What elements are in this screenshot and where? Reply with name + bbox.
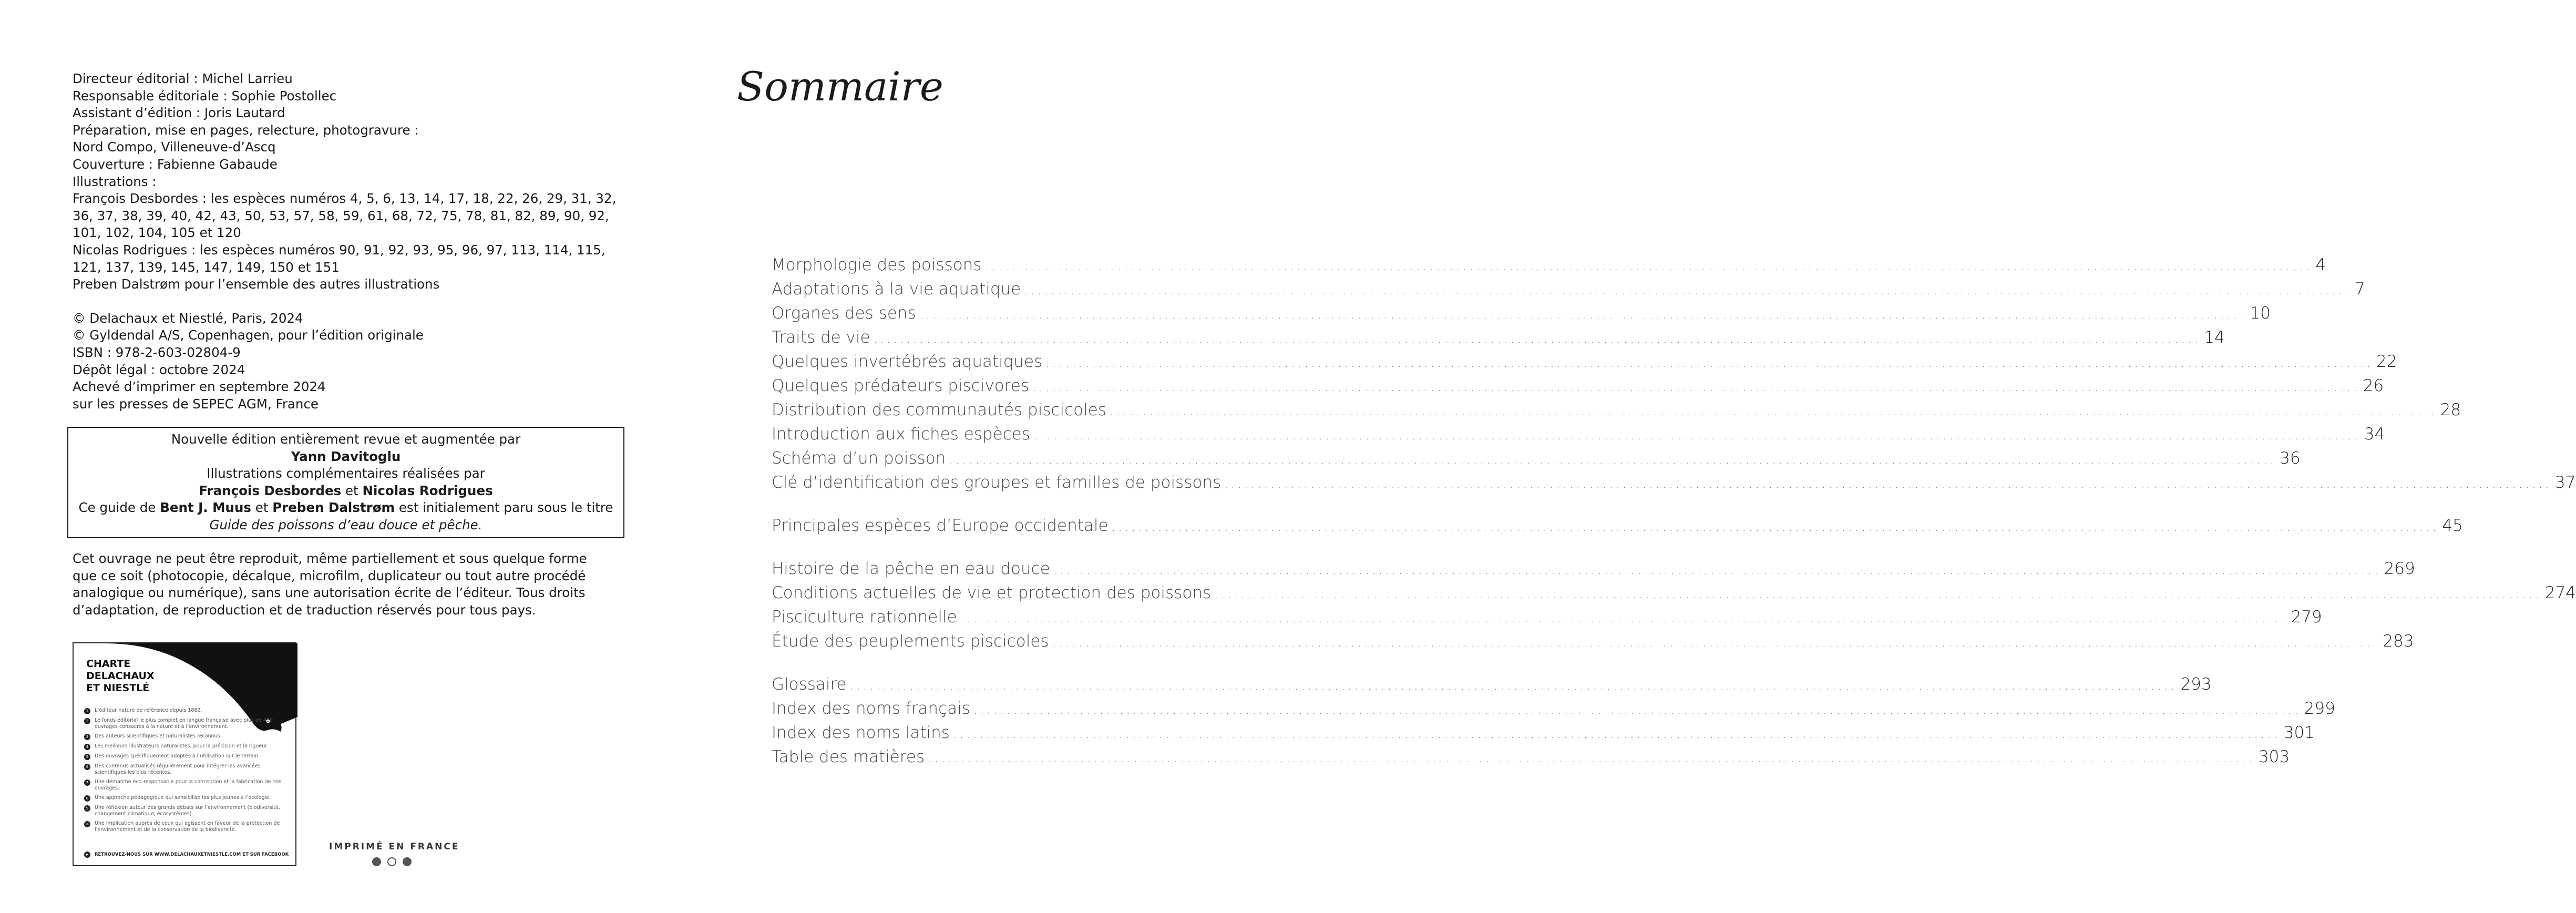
- leader-dots: ........................................................................................................................................................................................................: [984, 259, 2313, 273]
- toc-label: Principales espèces d’Europe occidentale: [772, 516, 1109, 535]
- charte-title-line: ET NIESTLÉ: [86, 682, 150, 694]
- leader-dots: ........................................................................................................................................................................................................: [1111, 519, 2439, 534]
- toc-entry[interactable]: [772, 516, 2463, 540]
- number-4-icon: 4: [84, 744, 90, 750]
- toc-entry[interactable]: [772, 304, 2271, 328]
- toc-group-3: [772, 559, 2576, 656]
- illustrator-name: Nicolas Rodrigues: [362, 483, 493, 498]
- leader-dots: ........................................................................................................................................................................................................: [1032, 379, 2360, 394]
- conjunction: et: [345, 483, 358, 498]
- toc-page: 274: [2544, 583, 2576, 602]
- leader-dots: ........................................................................................................................................................................................................: [1052, 635, 2380, 650]
- toc-page: 26: [2363, 376, 2384, 395]
- toc-entry[interactable]: [772, 449, 2301, 473]
- legal-deposit: Dépôt légal : octobre 2024: [73, 362, 245, 377]
- printer: sur les presses de SEPEC AGM, France: [73, 396, 319, 412]
- conjunction: et: [255, 500, 269, 516]
- charte-item-text: Une approche pédagogique qui sensibilise les plus jeunes à l’écologie.: [95, 795, 271, 801]
- credit-line: Nord Compo, Villeneuve-d’Ascq: [73, 139, 276, 155]
- number-9-icon: 9: [84, 805, 90, 812]
- charte-item-text: Le fonds éditorial le plus complet en langue française avec plus de 450 ouvrages consacrés à la nature et à l’environnement.: [95, 717, 273, 730]
- toc-page: 22: [2376, 352, 2397, 371]
- original-title: Guide des poissons d’eau douce et pêche.: [209, 517, 483, 532]
- toc-page: 301: [2283, 723, 2315, 742]
- charte-item: [84, 733, 289, 740]
- toc-label: Quelques invertébrés aquatiques: [772, 352, 1043, 371]
- charte-item: [84, 743, 289, 750]
- number-5-icon: 5: [84, 754, 90, 760]
- charte-footer: [84, 852, 289, 858]
- charte-item-text: Des contenus actualisés régulièrement pour intégrer les avancées scientifiques les plus récentes.: [95, 763, 261, 775]
- leader-dots: ........................................................................................................................................................................................................: [973, 702, 2301, 717]
- charte-item-text: Des auteurs scientifiques et naturalistes reconnus.: [95, 733, 222, 739]
- edition-box: [67, 427, 624, 538]
- toc-page: 293: [2180, 675, 2212, 694]
- charte-item: [84, 795, 289, 802]
- author-name: Preben Dalstrøm: [272, 500, 395, 516]
- toc-label: Introduction aux fiches espèces: [772, 425, 1030, 444]
- toc-label: Clé d’identification des groupes et familles de poissons: [772, 473, 1222, 492]
- rights-notice: [73, 550, 630, 619]
- charte-badge: [73, 642, 296, 866]
- toc-entry[interactable]: [772, 280, 2365, 304]
- rights-line: d’adaptation, de reproduction et de traduction réservés pour tous pays.: [73, 602, 536, 618]
- leader-dots: ........................................................................................................................................................................................................: [960, 611, 2288, 625]
- toc-page: 14: [2204, 328, 2225, 347]
- charte-item: [84, 707, 289, 714]
- charte-item: [84, 763, 289, 776]
- credit-line: 121, 137, 139, 145, 147, 149, 150 et 151: [73, 259, 340, 275]
- toc-group-4: [772, 675, 2335, 772]
- toc-entry[interactable]: [772, 723, 2315, 747]
- charte-title: [86, 658, 155, 694]
- toc-label: Étude des peuplements piscicoles: [772, 632, 1049, 651]
- edition-line: Nouvelle édition entièrement revue et augmentée par: [171, 432, 521, 447]
- credit-line: Illustrations :: [73, 173, 157, 189]
- toc-label: Glossaire: [772, 675, 847, 694]
- toc-page: 28: [2440, 401, 2461, 419]
- credits-list: [73, 70, 630, 293]
- leader-dots: ........................................................................................................................................................................................................: [1033, 428, 2361, 443]
- credit-line: François Desbordes : les espèces numéros 4, 5, 6, 13, 14, 17, 18, 22, 26, 29, 31, 32,: [73, 191, 617, 207]
- toc-label: Index des noms latins: [772, 723, 950, 742]
- leader-dots: ........................................................................................................................................................................................................: [1045, 355, 2374, 370]
- toc-label: Table des matières: [772, 747, 925, 766]
- rights-line: Cet ouvrage ne peut être reproduit, même partiellement et sous quelque forme: [73, 551, 587, 566]
- toc-page: 279: [2291, 608, 2322, 627]
- credit-line: Préparation, mise en pages, relecture, photogravure :: [73, 122, 419, 138]
- leader-dots: ........................................................................................................................................................................................................: [952, 726, 2281, 741]
- toc-label: Conditions actuelles de vie et protection des poissons: [772, 583, 1212, 602]
- number-8-icon: 8: [84, 795, 90, 802]
- toc-label: Quelques prédateurs piscivores: [772, 376, 1029, 395]
- number-1-icon: 1: [84, 708, 90, 714]
- charte-item: [84, 805, 289, 817]
- toc-entry[interactable]: [772, 699, 2335, 723]
- edition-text: est initialement paru sous le titre: [398, 500, 613, 516]
- charte-item-text: Des ouvrages spécifiquement adaptés à l’utilisation sur le terrain.: [95, 753, 260, 759]
- toc-label: Histoire de la pêche en eau douce: [772, 559, 1050, 578]
- leader-dots: ........................................................................................................................................................................................................: [1224, 476, 2552, 491]
- credit-line: Nicolas Rodrigues : les espèces numéros 90, 91, 92, 93, 95, 96, 97, 113, 114, 115,: [73, 242, 605, 258]
- number-3-icon: 3: [84, 734, 90, 740]
- toc-entry[interactable]: [772, 352, 2397, 376]
- dot-empty-icon: [387, 857, 396, 866]
- toc-group-2: [772, 516, 2463, 540]
- toc-page: 269: [2384, 559, 2415, 578]
- rights-line: analogique ou numérique), sans une autorisation écrite de l’éditeur. Tous droits: [73, 585, 586, 601]
- toc-page: 37: [2554, 473, 2576, 492]
- leader-dots: ........................................................................................................................................................................................................: [1109, 404, 2437, 418]
- toc-page: 299: [2304, 699, 2335, 718]
- leader-dots: ........................................................................................................................................................................................................: [849, 678, 2178, 693]
- credit-line: Directeur éditorial : Michel Larrieu: [73, 71, 293, 86]
- credit-line: Preben Dalstrøm pour l’ensemble des autres illustrations: [73, 276, 440, 292]
- table-of-contents: [772, 255, 2576, 772]
- isbn: ISBN : 978-2-603-02804-9: [73, 344, 241, 360]
- credit-line: 101, 102, 104, 105 et 120: [73, 225, 241, 241]
- toc-entry[interactable]: [772, 583, 2576, 608]
- leader-dots: ........................................................................................................................................................................................................: [919, 307, 2247, 322]
- toc-entry[interactable]: [772, 608, 2322, 632]
- leader-dots: ........................................................................................................................................................................................................: [1024, 283, 2352, 298]
- number-7-icon: 7: [84, 779, 90, 786]
- toc-entry[interactable]: [772, 473, 2576, 497]
- toc-label: Index des noms français: [772, 699, 970, 718]
- toc-label: Adaptations à la vie aquatique: [772, 280, 1021, 299]
- charte-item: [84, 820, 289, 833]
- toc-page: 283: [2383, 632, 2414, 651]
- toc-label: Morphologie des poissons: [772, 255, 982, 274]
- toc-entry[interactable]: [772, 559, 2415, 583]
- toc-page: 45: [2442, 516, 2463, 535]
- credit-line: Assistant d’édition : Joris Lautard: [73, 105, 285, 121]
- toc-page: 303: [2258, 747, 2290, 766]
- illustrator-name: François Desbordes: [199, 483, 342, 498]
- number-10-icon: 10: [85, 822, 90, 826]
- toc-entry[interactable]: [772, 255, 2326, 280]
- charte-footer-text: RETROUVEZ-NOUS SUR WWW.DELACHAUXETNIESTLE.COM ET SUR FACEBOOK: [95, 852, 289, 857]
- credit-line: Couverture : Fabienne Gabaude: [73, 156, 278, 172]
- edition-text: Ce guide de: [78, 500, 156, 516]
- author-name: Bent J. Muus: [160, 500, 251, 516]
- charte-list: [84, 707, 289, 836]
- toc-label: Pisciculture rationnelle: [772, 608, 957, 627]
- printer-dots-icon: [372, 857, 412, 866]
- toc-entry[interactable]: [772, 328, 2225, 352]
- toc-label: Schéma d’un poisson: [772, 449, 946, 468]
- toc-page: 10: [2250, 304, 2271, 323]
- credits-block: [73, 70, 630, 413]
- leader-dots: ........................................................................................................................................................................................................: [1214, 587, 2542, 601]
- copyright-line: © Gyldendal A/S, Copenhagen, pour l’édition originale: [73, 327, 424, 343]
- toc-group-1: [772, 255, 2576, 497]
- edition-line: Illustrations complémentaires réalisées par: [207, 466, 485, 481]
- leader-dots: ........................................................................................................................................................................................................: [873, 331, 2201, 346]
- toc-page: 34: [2364, 425, 2385, 444]
- charte-item: [84, 717, 289, 730]
- copyright-list: [73, 310, 630, 413]
- print-date: Achevé d’imprimer en septembre 2024: [73, 379, 326, 395]
- toc-page: 36: [2280, 449, 2301, 468]
- credit-line: Responsable éditoriale : Sophie Postollec: [73, 88, 337, 104]
- charte-item: [84, 779, 289, 792]
- toc-label: Organes des sens: [772, 304, 916, 323]
- number-2-icon: 2: [84, 718, 90, 724]
- toc-label: Traits de vie: [772, 328, 870, 347]
- leader-dots: ........................................................................................................................................................................................................: [949, 452, 2277, 467]
- rights-line: que ce soit (photocopie, décalque, microfilm, duplicateur ou tout autre procédé: [73, 568, 586, 583]
- leader-dots: ........................................................................................................................................................................................................: [928, 751, 2255, 765]
- charte-item-text: Une réflexion autour des grands débats sur l’environnement (biodiversité, changement climatique, écosystèmes).: [95, 805, 280, 817]
- toc-entry[interactable]: [772, 376, 2384, 401]
- charte-item-text: Une implication auprès de ceux qui agissent en faveur de la protection de l’environnement et de la conservation de la biodiversité.: [95, 820, 280, 833]
- toc-entry[interactable]: [772, 425, 2385, 449]
- charte-title-line: DELACHAUX: [86, 670, 155, 682]
- credit-line: 36, 37, 38, 39, 40, 42, 43, 50, 53, 57, 58, 59, 61, 68, 72, 75, 78, 81, 82, 89, 90, 92,: [73, 208, 609, 223]
- number-6-icon: 6: [84, 764, 90, 770]
- toc-page: 7: [2355, 280, 2365, 299]
- toc-entry[interactable]: [772, 401, 2461, 425]
- charte-title-line: CHARTE: [86, 658, 131, 670]
- printed-in-france: IMPRIMÉ EN FRANCE: [329, 842, 460, 852]
- dot-filled-icon: [372, 857, 381, 866]
- toc-label: Distribution des communautés piscicoles: [772, 401, 1106, 419]
- charte-item-text: L’éditeur nature de référence depuis 1882.: [95, 707, 202, 713]
- charte-item-text: Les meilleurs illustrateurs naturalistes, pour la précision et la rigueur.: [95, 743, 269, 749]
- arrow-right-icon: ▸: [84, 852, 90, 858]
- toc-entry[interactable]: [772, 747, 2290, 772]
- reviser-name: Yann Davitoglu: [291, 448, 401, 464]
- leader-dots: ........................................................................................................................................................................................................: [1053, 562, 2381, 577]
- charte-item-text: Une démarche éco-responsable pour la conception et la fabrication de nos ouvrages.: [95, 779, 282, 791]
- charte-item: [84, 753, 289, 760]
- toc-page: 4: [2315, 255, 2326, 274]
- copyright-line: © Delachaux et Niestlé, Paris, 2024: [73, 310, 303, 326]
- page-title: Sommaire: [737, 63, 943, 110]
- dot-filled-icon: [403, 857, 412, 866]
- toc-entry[interactable]: [772, 675, 2212, 699]
- toc-entry[interactable]: [772, 632, 2414, 656]
